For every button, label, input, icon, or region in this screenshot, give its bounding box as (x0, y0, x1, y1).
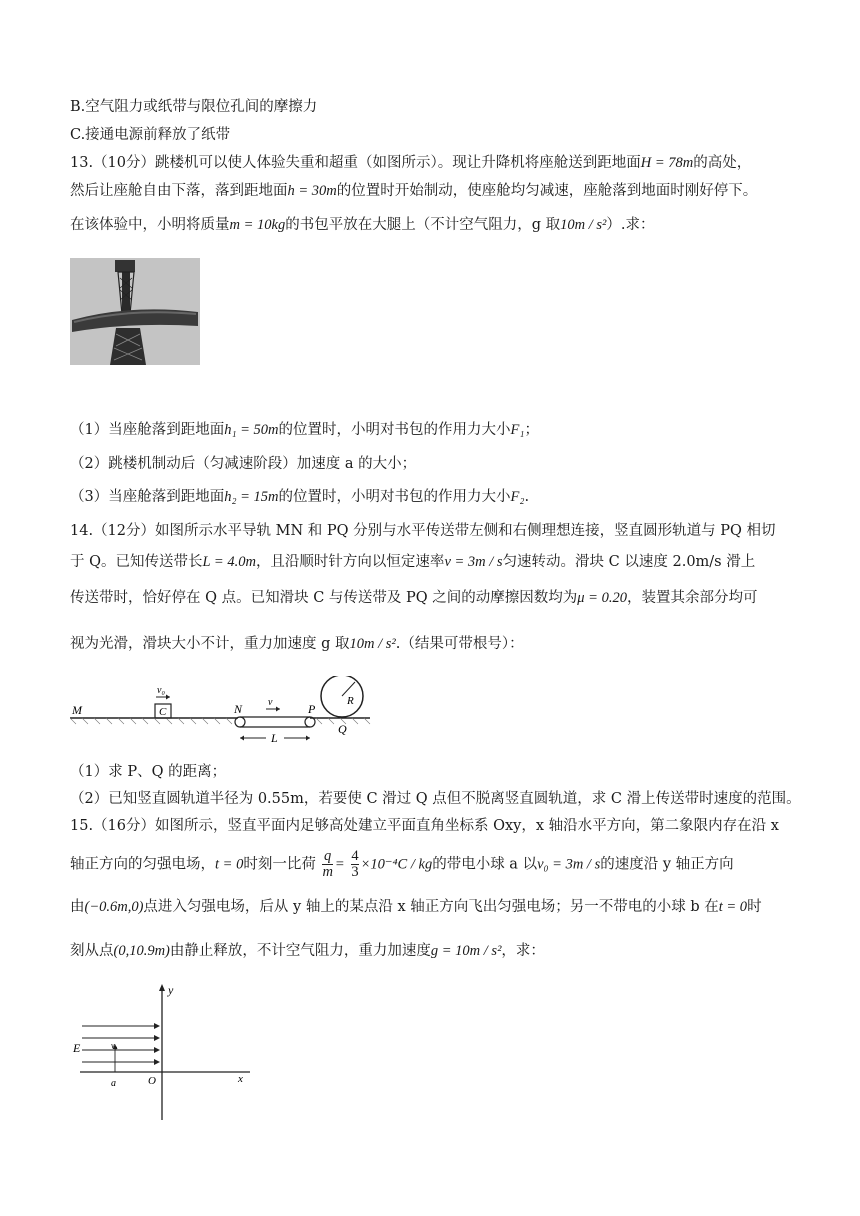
option-c: C.接通电源前释放了纸带 (70, 127, 231, 143)
label-y: y (168, 983, 174, 997)
q14-line-1: 14.（12分）如图所示水平导轨 MN 和 PQ 分别与水平传送带左侧和右侧理想连接，竖直圆形轨道与 PQ 相切 (70, 523, 776, 539)
q13-line-3: 在该体验中，小明将质量m = 10kg的书包平放在大腿上（不计空气阻力，g 取10m / s²）.求： (70, 217, 655, 233)
option-b: B.空气阻力或纸带与限位孔间的摩擦力 (70, 99, 318, 115)
label-c: C (159, 706, 167, 718)
label-v: v (268, 697, 273, 708)
label-e: E (73, 1041, 81, 1055)
q15-line-2: 轴正方向的匀强电场，t = 0时刻一比荷 $\frac{q}{m}$ = $\frac{4}{3}$ ×10⁻⁴C / kg的带电小球 a 以v₀ = 3m / s的速度沿 y 轴正方向 (70, 848, 734, 880)
label-n: N (234, 702, 243, 716)
label-o: O (148, 1075, 156, 1087)
fraction-q-m: $\frac{q}{m}$ (322, 848, 333, 880)
label-r: R (347, 695, 354, 707)
q14-sub-2: （2）已知竖直圆轨道半径为 0.55m，若要使 C 滑过 Q 点但不脱离竖直圆轨道，求 C 滑上传送带时速度的范围。 (70, 791, 801, 807)
q13-line-2: 然后让座舱自由下落，落到距地面h = 30m的位置时开始制动，使座舱均匀减速，座舱落到地面时刚好停下。 (70, 183, 758, 199)
label-m: M (72, 703, 82, 717)
label-x: x (238, 1073, 243, 1085)
radius-line (342, 682, 355, 696)
label-l: L (271, 731, 278, 745)
q14-sub-1: （1）求 P、Q 的距离； (70, 764, 227, 780)
label-v0-a: v₀ (111, 1041, 118, 1050)
q13-sub-3: （3）当座舱落到距地面h₂ = 15m的位置时，小明对书包的作用力大小F₂. (70, 489, 530, 505)
fraction-4-3: $\frac{4}{3}$ (351, 848, 359, 880)
label-v0: v₀ (157, 685, 165, 696)
label-a: a (111, 1078, 116, 1089)
roller-left (235, 717, 245, 727)
q14-line-3: 传送带时，恰好停在 Q 点。已知滑块 C 与传送带及 PQ 之间的动摩擦因数均为μ = 0.20，装置其余部分均可 (70, 590, 758, 606)
q13-line-1: 13.（10分）跳楼机可以使人体验失重和超重（如图所示）。现让升降机将座舱送到距地面H = 78m的高处， (70, 155, 752, 171)
label-q: Q (338, 722, 347, 736)
q15-line-4: 刻从点(0,10.9m)由静止释放，不计空气阻力，重力加速度g = 10m / s²，求： (70, 943, 545, 959)
conveyor-diagram (70, 676, 380, 748)
q13-sub-2: （2）跳楼机制动后（匀减速阶段）加速度 a 的大小； (70, 456, 417, 472)
label-p: P (308, 702, 316, 716)
q14-line-4: 视为光滑，滑块大小不计，重力加速度 g 取10m / s².（结果可带根号）： (70, 636, 524, 652)
q14-line-2: 于 Q。已知传送带长L = 4.0m，且沿顺时针方向以恒定速率v = 3m / s匀速转动。滑块 C 以速度 2.0m/s 滑上 (70, 554, 756, 570)
circular-track (321, 676, 363, 717)
field-lines (82, 1026, 158, 1062)
q15-line-1: 15.（16分）如图所示，竖直平面内足够高处建立平面直角坐标系 Oxy，x 轴沿水平方向，第二象限内存在沿 x (70, 818, 779, 834)
q15-line-3: 由(−0.6m,0)点进入匀强电场，后从 y 轴上的某点沿 x 轴正方向飞出匀强电场；另一不带电的小球 b 在t = 0时 (70, 899, 762, 915)
field-diagram (70, 980, 260, 1130)
q13-sub-1: （1）当座舱落到距地面h₁ = 50m的位置时，小明对书包的作用力大小F₁； (70, 422, 539, 438)
drop-tower-photo (70, 258, 200, 365)
